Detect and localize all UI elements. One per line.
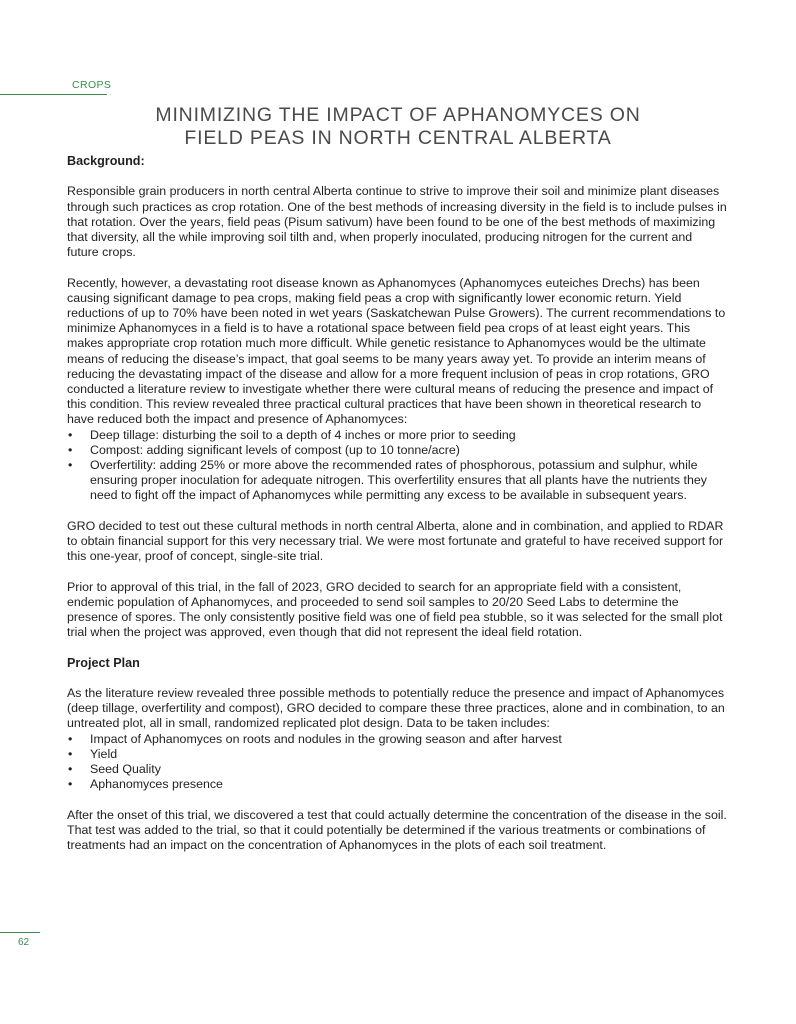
background-paragraph-1: Responsible grain producers in north central Alberta continue to strive to improve their soil and minimize plant diseases through such practices as crop rotation. One of the best methods of increasing diversity in the field is to include pulses in that rotation. Over the years, field peas (Pisum sativum) have been found to be one of the best methods of maximizing that diversity, all the while improving soil tilth and, when properly inoculated, producing nitrogen for the current and future crops. [67, 184, 727, 260]
bullet-icon: • [68, 427, 73, 442]
background-heading: Background: [67, 154, 145, 168]
practices-list [67, 428, 727, 504]
list-item [67, 762, 727, 777]
page-number: 62 [18, 937, 30, 948]
list-item [67, 732, 727, 747]
list-item-text: Aphanomyces presence [90, 777, 223, 792]
list-item [67, 443, 727, 458]
background-paragraph-4: Prior to approval of this trial, in the fall of 2023, GRO decided to search for an appropriate field with a consistent, endemic population of Aphanomyces, and proceeded to send soil samples to 20/20 Seed Labs to determine the presence of spores. The only consistently positive field was one of field pea stubble, so it was selected for the small plot trial when the project was approved, even though that did not represent the ideal field rotation. [67, 579, 723, 640]
footer-divider [0, 932, 40, 933]
section-divider [0, 94, 107, 95]
list-item-text: Deep tillage: disturbing the soil to a depth of 4 inches or more prior to seeding [90, 427, 516, 442]
project-plan-paragraph-2: After the onset of this trial, we discovered a test that could actually determine the concentration of the disease in the soil. That test was added to the trial, so that it could potentially be determined if the various treatments or combinations of treatments had an impact on the concentration of Aphanomyces in the plots of each soil treatment. [67, 807, 727, 853]
list-item-text: Compost: adding significant levels of compost (up to 10 tonne/acre) [90, 442, 460, 457]
project-plan-heading: Project Plan [67, 655, 140, 670]
article-body [67, 154, 727, 868]
list-item [67, 428, 727, 443]
bullet-icon: • [68, 777, 73, 792]
bullet-icon: • [68, 746, 73, 761]
bullet-icon: • [68, 458, 73, 473]
data-collection-list [67, 732, 727, 793]
list-item [67, 747, 727, 762]
title-line-1: MINIMIZING THE IMPACT OF APHANOMYCES ON [155, 104, 641, 126]
section-tag: CROPS [72, 79, 112, 91]
bullet-icon: • [68, 762, 73, 777]
background-paragraph-3: GRO decided to test out these cultural methods in north central Alberta, alone and in combination, and applied to RDAR to obtain financial support for this very necessary trial. We were most fortunate and grateful to have received support for this one-year, proof of concept, single-site trial. [67, 518, 724, 564]
project-plan-paragraph-1: As the literature review revealed three possible methods to potentially reduce the presence and impact of Aphanomyces (deep tillage, overfertility and compost), GRO decided to compare these three practices, alone and in combination, to an untreated plot, all in small, randomized replicated plot design. Data to be taken includes: [67, 686, 725, 731]
background-paragraph-2: Recently, however, a devastating root disease known as Aphanomyces (Aphanomyces euteiches Drechs) has been causing significant damage to pea crops, making field peas a crop with significantly lower economic return. Yield reductions of up to 70% have been noted in wet years (Saskatchewan Pulse Growers). The current recommendations to minimize Aphanomyces in a field is to have a rotational space between field pea crops of at least eight years. This makes appropriate crop rotation much more difficult. While genetic resistance to Aphanomyces would be the ultimate means of reducing the disease’s impact, that goal seems to be many years away yet. To provide an interim means of reducing the devastating impact of the disease and allow for a more frequent inclusion of peas in crop rotations, GRO conducted a literature review to investigate whether there were cultural means of reducing the presence and impact of this condition. This review revealed three practical cultural practices that have been shown in theoretical research to have reduced both the impact and presence of Aphanomyces: [67, 275, 726, 427]
bullet-icon: • [68, 442, 73, 457]
page-title [0, 104, 796, 150]
list-item-text: Yield [90, 746, 118, 761]
list-item-text: Impact of Aphanomyces on roots and nodules in the growing season and after harvest [90, 731, 562, 746]
list-item [67, 777, 727, 792]
bullet-icon: • [68, 731, 73, 746]
list-item-text: Seed Quality [90, 762, 161, 777]
title-line-2: FIELD PEAS IN NORTH CENTRAL ALBERTA [184, 127, 612, 149]
list-item [67, 458, 727, 504]
list-item-text: Overfertility: adding 25% or more above the recommended rates of phosphorous, potassium and sulphur, while ensuring proper inoculation for adequate nitrogen. This overfertility ensures that all plants have the nutrients they need to fight off the impact of Aphanomyces while permitting any excess to be available in subsequent years. [90, 458, 707, 503]
